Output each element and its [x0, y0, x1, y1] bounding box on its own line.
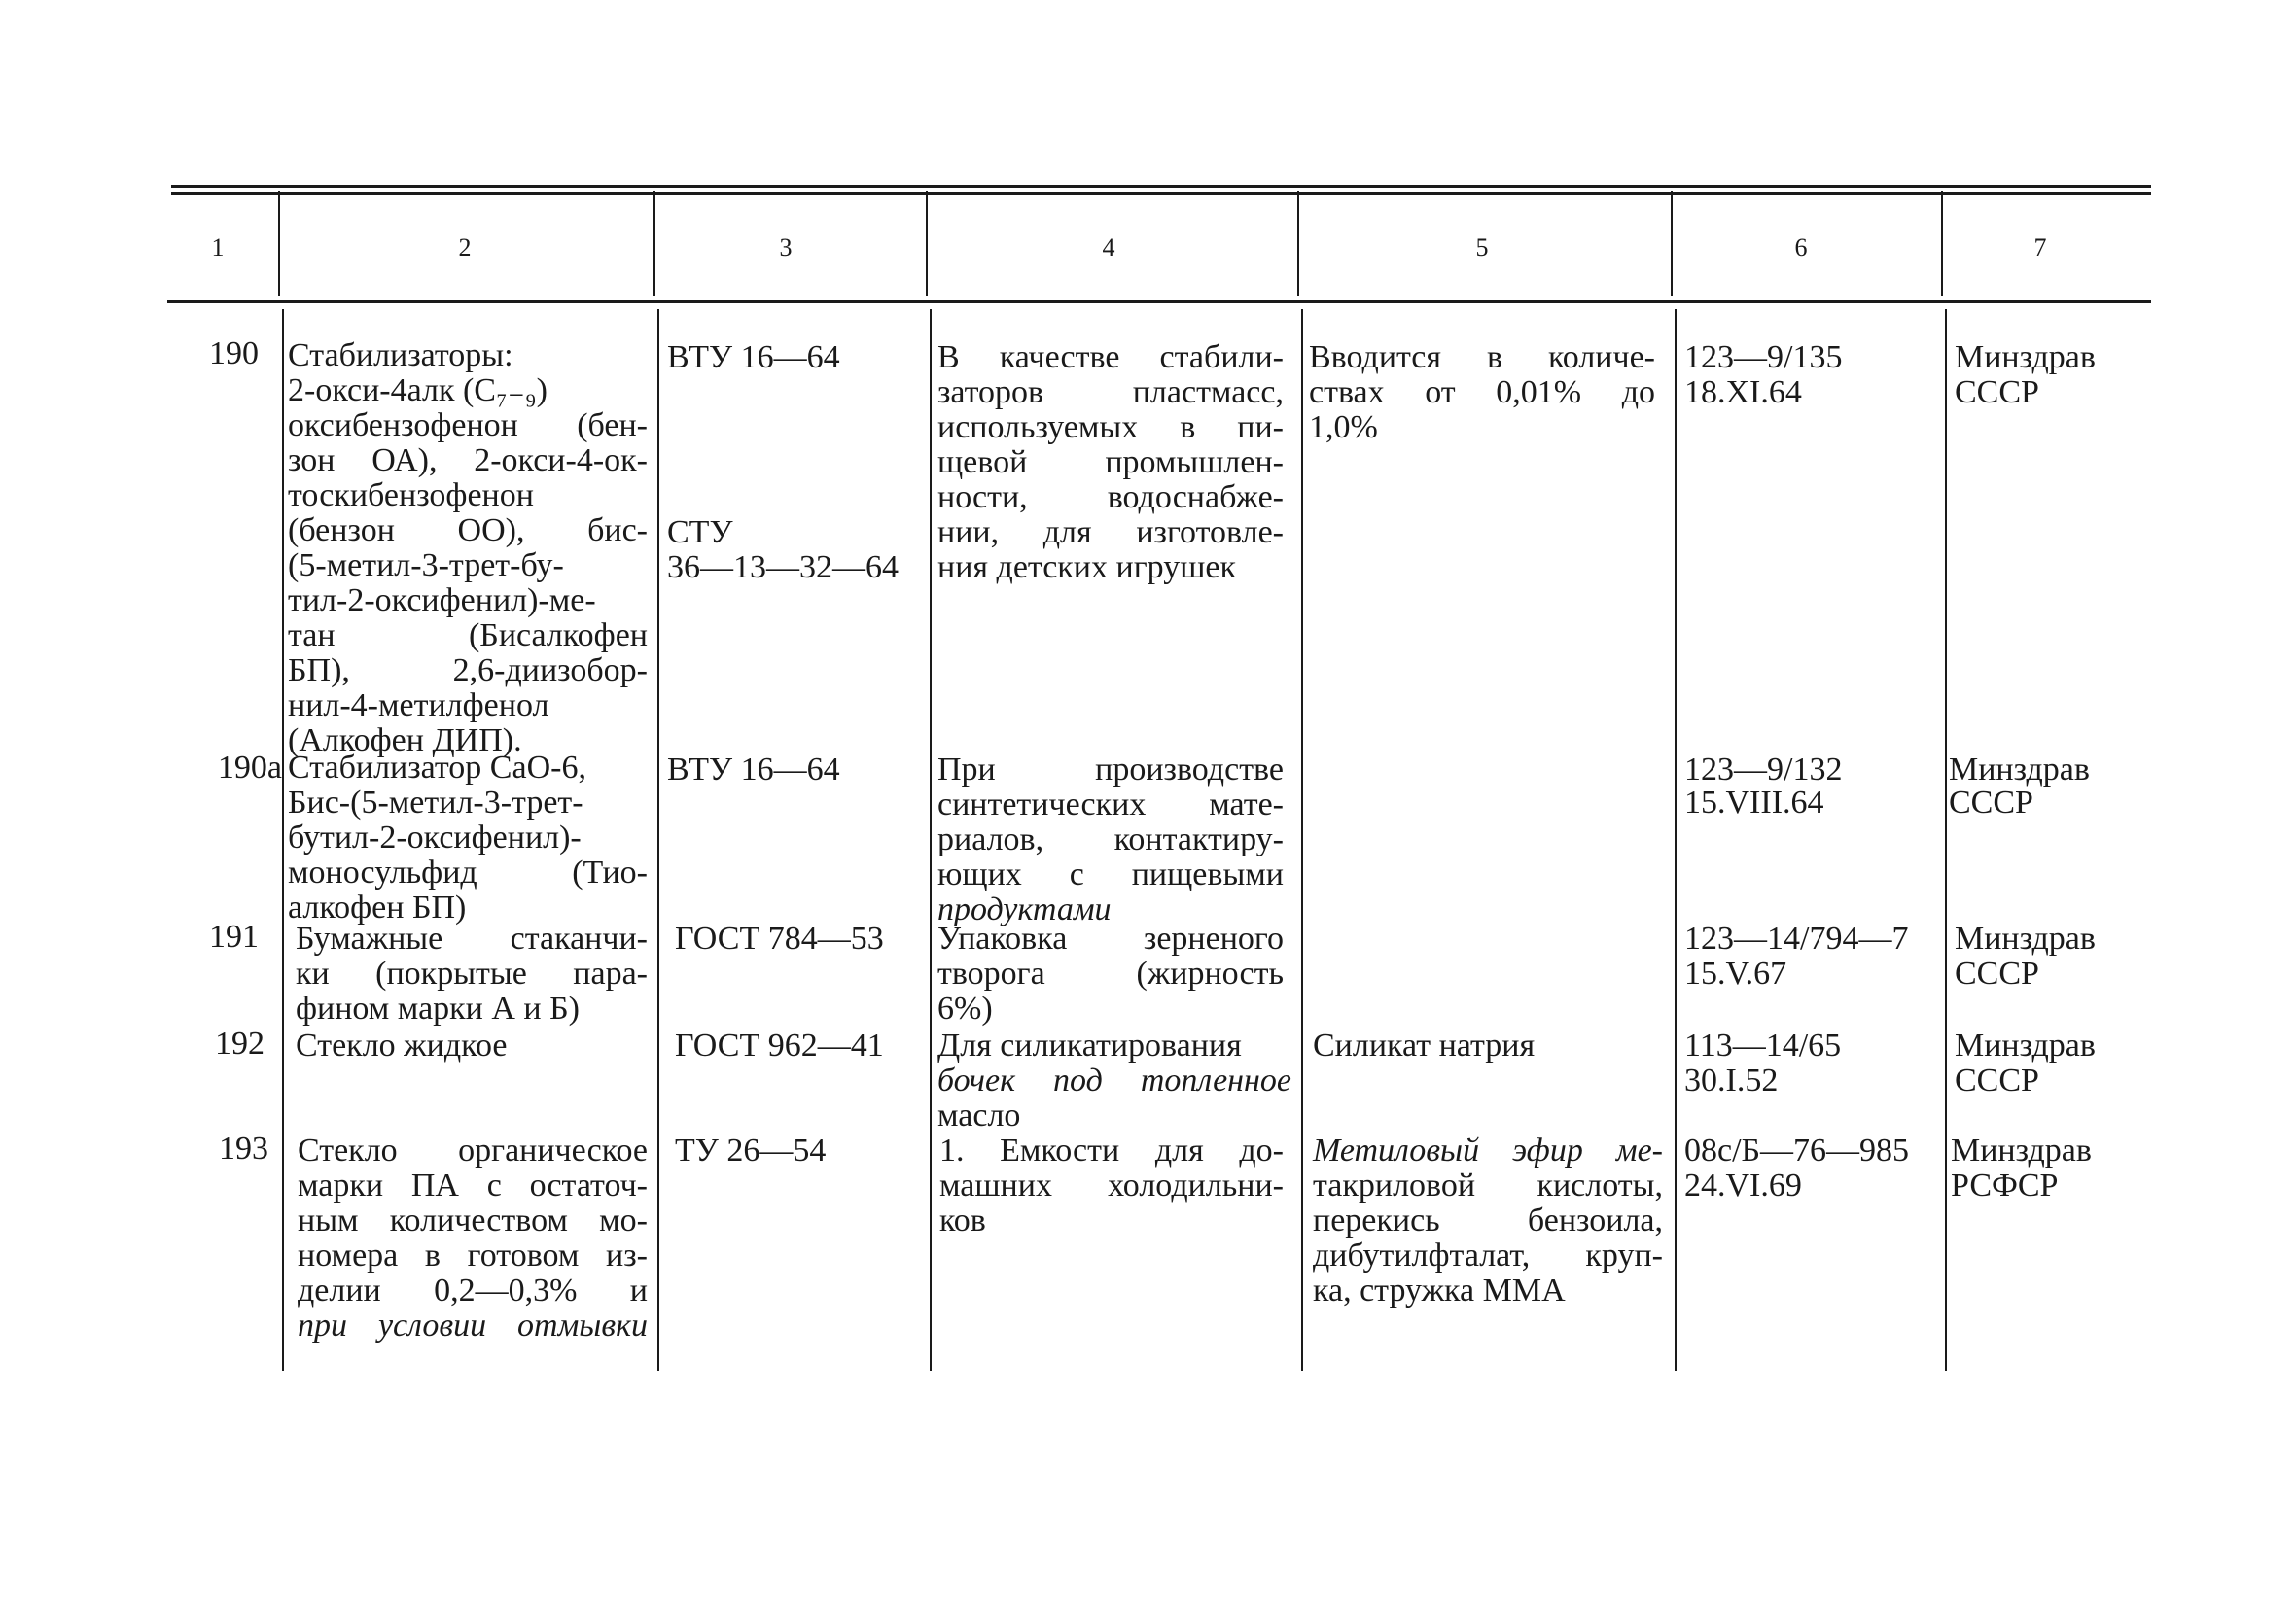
- purpose-line: ности, водоснабже-: [937, 479, 1284, 515]
- table-top-rule-double: [171, 192, 2151, 195]
- material-line: БП), 2,6-диизобор-: [288, 652, 648, 688]
- material-name: [288, 338, 648, 758]
- material-line: Бумажные стаканчи-: [296, 921, 648, 957]
- material-line: ным количеством мо-: [298, 1203, 648, 1239]
- column-divider: [930, 309, 932, 1371]
- purpose-line: ния детских игрушек: [937, 549, 1236, 585]
- purpose-line: ющих с пищевыми: [937, 856, 1284, 892]
- material-line: номера в готовом из-: [298, 1238, 648, 1274]
- material-line: Стабилизаторы:: [288, 337, 513, 373]
- material-line: Стекло органическое: [298, 1133, 648, 1169]
- material-line: Стабилизатор СаО-6,: [288, 750, 586, 786]
- row-number: 190: [209, 335, 259, 371]
- column-divider: [1671, 191, 1673, 296]
- permit-date: 15.VIII.64: [1684, 785, 1824, 821]
- purpose: [937, 922, 1284, 1027]
- column-divider: [282, 309, 284, 1371]
- conditions-line: дибутилфталат, круп-: [1313, 1238, 1663, 1274]
- permit-date: 15.V.67: [1684, 956, 1787, 992]
- purpose-line: масло: [937, 1098, 1021, 1134]
- purpose-line: ков: [939, 1203, 986, 1239]
- material-line: (бензон ОО), бис-: [288, 512, 648, 548]
- permit-number: 08с/Б—76—985: [1684, 1133, 1910, 1169]
- material-line: делии 0,2—0,3% и: [298, 1273, 648, 1309]
- conditions-line: Метиловый эфир ме-: [1313, 1133, 1663, 1169]
- permit-number: 113—14/65: [1684, 1028, 1842, 1064]
- column-divider: [657, 309, 659, 1371]
- row-number: 193: [219, 1131, 268, 1167]
- authority: Минздрав: [1949, 752, 2090, 787]
- material-line: марки ПА с остаточ-: [298, 1168, 648, 1204]
- purpose-line: синтетических мате-: [937, 787, 1284, 822]
- purpose-line: щевой промышлен-: [937, 444, 1284, 480]
- purpose-line: машних холодильни-: [939, 1168, 1284, 1204]
- row-number: 191: [209, 919, 259, 955]
- column-divider: [1941, 191, 1943, 296]
- material-line: тан (Бисалкофен: [288, 617, 648, 653]
- material-name: Стекло жидкое: [296, 1028, 508, 1064]
- material-line: фином марки А и Б): [296, 991, 580, 1027]
- permit-number: 123—9/135: [1684, 339, 1843, 375]
- permit-date: 30.I.52: [1684, 1063, 1779, 1099]
- material-line: оксибензофенон (бен-: [288, 407, 648, 443]
- authority: СССР: [1955, 956, 2039, 992]
- purpose: [937, 752, 1284, 927]
- purpose-line: заторов пластмасс,: [937, 374, 1284, 410]
- material-line: 2-окси-4алк (C₇₋₉): [288, 372, 548, 408]
- purpose: [939, 1134, 1284, 1239]
- permit-number: 123—14/794—7: [1684, 921, 1909, 957]
- column-number: 4: [1102, 233, 1115, 262]
- column-divider: [1301, 309, 1303, 1371]
- standard-code: ВТУ 16—64: [667, 339, 840, 375]
- column-divider: [926, 191, 928, 296]
- purpose-line: творога (жирность: [937, 956, 1284, 992]
- material-line: нил-4-метилфенол: [288, 687, 549, 723]
- purpose-line: нии, для изготовле-: [937, 514, 1284, 550]
- conditions-line: ствах от 0,01% до: [1309, 374, 1655, 410]
- authority: СССР: [1955, 374, 2039, 410]
- material-line: (5-метил-3-трет-бу-: [288, 547, 564, 583]
- material-line: тоскибензофенон: [288, 477, 534, 513]
- standard-code: ГОСТ 962—41: [675, 1028, 884, 1064]
- material-line: зон ОА), 2-окси-4-ок-: [288, 442, 648, 478]
- column-divider: [653, 191, 655, 296]
- purpose-line: продуктами: [937, 891, 1112, 927]
- column-number: 7: [2033, 233, 2047, 262]
- material-name: [296, 922, 648, 1027]
- conditions: Силикат натрия: [1313, 1028, 1536, 1064]
- material-line: при условии отмывки: [298, 1308, 648, 1344]
- permit-date: 24.VI.69: [1684, 1168, 1802, 1204]
- column-divider: [1297, 191, 1299, 296]
- standard-code: СТУ: [667, 514, 733, 550]
- purpose-line: В качестве стабили-: [937, 339, 1284, 375]
- purpose-line: 6%): [937, 991, 993, 1027]
- authority: СССР: [1955, 1063, 2039, 1099]
- purpose-line: Упаковка зерненого: [937, 921, 1284, 957]
- column-number: 2: [458, 233, 472, 262]
- column-divider: [1945, 309, 1947, 1371]
- purpose-line: 1. Емкости для до-: [939, 1133, 1284, 1169]
- conditions: [1313, 1134, 1663, 1309]
- row-number: 192: [215, 1026, 265, 1062]
- authority: Минздрав: [1955, 1028, 2096, 1064]
- material-name: [298, 1134, 648, 1344]
- material-name: [288, 751, 648, 926]
- purpose: [937, 340, 1284, 585]
- permit-number: 123—9/132: [1684, 752, 1843, 787]
- table-header-rule: [167, 300, 2151, 303]
- purpose-line: бочек под топленное: [937, 1063, 1291, 1099]
- material-line: Бис-(5-метил-3-трет-: [288, 785, 583, 821]
- standard-code: 36—13—32—64: [667, 549, 899, 585]
- conditions-line: Вводится в количе-: [1309, 339, 1655, 375]
- purpose: [937, 1029, 1291, 1134]
- conditions-line: ка, стружка ММА: [1313, 1273, 1566, 1309]
- conditions-line: 1,0%: [1309, 409, 1378, 445]
- standard-code: ВТУ 16—64: [667, 752, 840, 787]
- row-number: 190а: [217, 750, 282, 786]
- authority: СССР: [1949, 785, 2033, 821]
- conditions-line: такриловой кислоты,: [1313, 1168, 1663, 1204]
- authority: Минздрав: [1951, 1133, 2092, 1169]
- material-line: (Алкофен ДИП).: [288, 722, 522, 758]
- column-divider: [278, 191, 280, 296]
- conditions-line: перекись бензоила,: [1313, 1203, 1663, 1239]
- purpose-line: При производстве: [937, 752, 1284, 787]
- column-number: 5: [1475, 233, 1489, 262]
- standard-code: ГОСТ 784—53: [675, 921, 884, 957]
- conditions: [1309, 340, 1655, 445]
- standard-code: ТУ 26—54: [675, 1133, 827, 1169]
- authority: Минздрав: [1955, 339, 2096, 375]
- purpose-line: риалов, контактиру-: [937, 821, 1284, 857]
- authority: РСФСР: [1951, 1168, 2059, 1204]
- material-line: тил-2-оксифенил)-ме-: [288, 582, 596, 618]
- material-line: алкофен БП): [288, 890, 467, 926]
- material-line: бутил-2-оксифенил)-: [288, 820, 582, 856]
- purpose-line: Для силикатирования: [937, 1028, 1242, 1064]
- column-number: 1: [211, 233, 225, 262]
- purpose-line: используемых в пи-: [937, 409, 1284, 445]
- authority: Минздрав: [1955, 921, 2096, 957]
- column-divider: [1675, 309, 1677, 1371]
- material-line: ки (покрытые пара-: [296, 956, 648, 992]
- material-line: моносульфид (Тио-: [288, 855, 648, 891]
- table-top-rule: [171, 185, 2151, 188]
- permit-date: 18.XI.64: [1684, 374, 1802, 410]
- column-number: 6: [1794, 233, 1808, 262]
- column-number: 3: [779, 233, 793, 262]
